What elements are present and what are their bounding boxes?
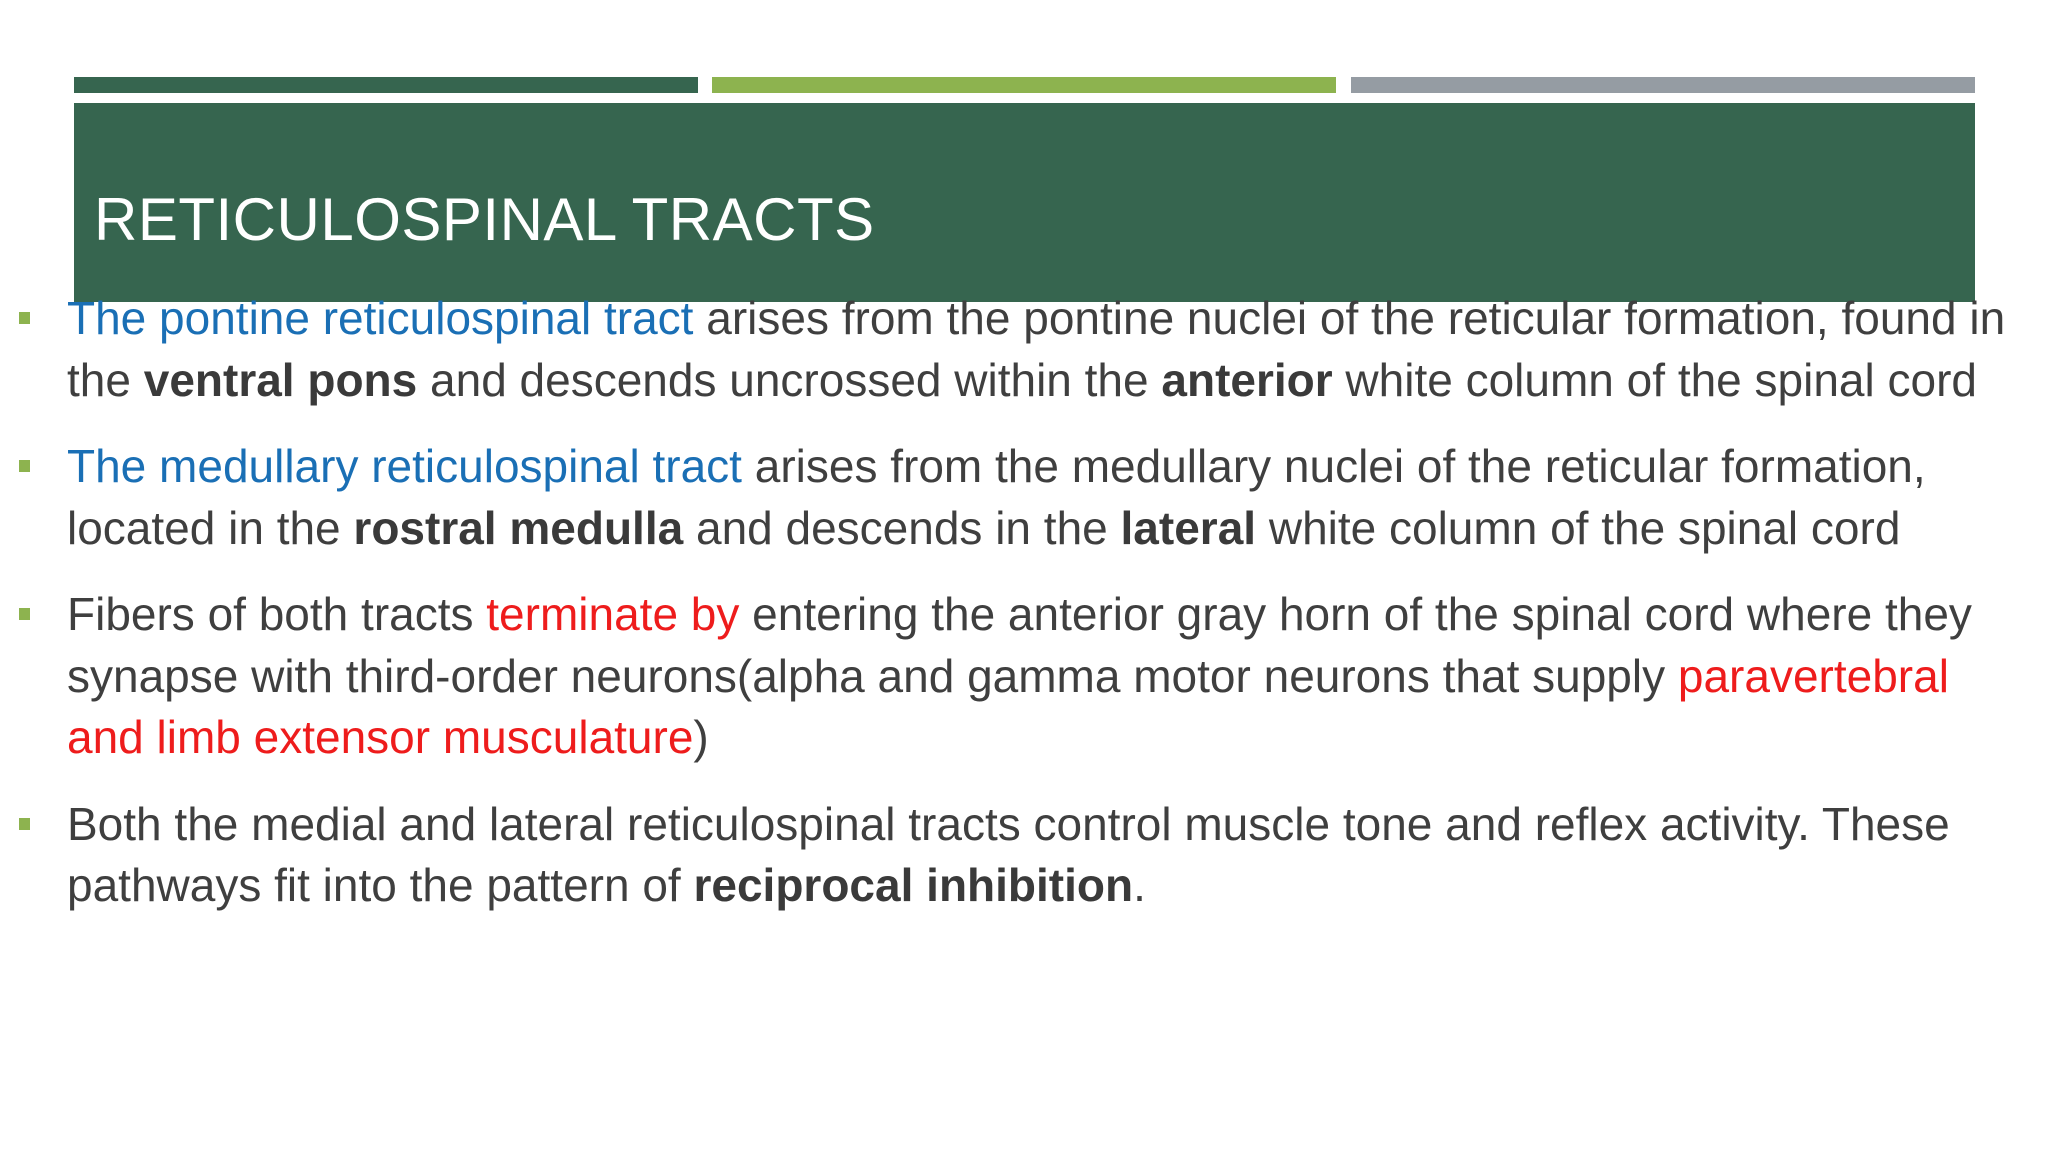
bullet-text: entering the anterior gray horn of the spinal cord where they synapse with third-order neurons(alpha and gamma motor neurons that supply: [67, 588, 1972, 702]
square-bullet-icon: [19, 312, 30, 324]
highlight-terminate-by: terminate by: [486, 588, 740, 640]
bullet-list: [0, 288, 2048, 942]
bullet-text: white column of the spinal cord: [1256, 501, 1901, 554]
square-bullet-icon: [19, 608, 30, 620]
accent-bar-gray: [1351, 77, 1975, 93]
bullet-text: .: [1133, 859, 1146, 911]
bullet-item-medullary: [0, 436, 2048, 559]
term-pontine-tract: The pontine reticulospinal tract: [67, 292, 694, 344]
square-bullet-icon: [19, 460, 30, 472]
bullet-text: and descends in the: [683, 501, 1121, 554]
emphasis-anterior: anterior: [1161, 353, 1333, 406]
bullet-text: arises from the pontine nuclei of the reticular formation, found in the: [67, 292, 2006, 406]
emphasis-lateral: lateral: [1120, 501, 1257, 554]
bullet-item-termination: [0, 584, 2048, 769]
accent-bar-dark-green: [74, 77, 698, 93]
emphasis-reciprocal-inhibition: reciprocal inhibition: [693, 859, 1134, 911]
emphasis-ventral-pons: ventral pons: [143, 353, 418, 406]
bullet-text: ): [693, 711, 709, 763]
bullet-text: Fibers of both tracts: [67, 588, 487, 640]
term-medullary-tract: The medullary reticulospinal tract: [67, 440, 742, 492]
bullet-item-pontine: [0, 288, 2048, 411]
accent-bar-light-green: [712, 77, 1336, 93]
slide-title: RETICULOSPINAL TRACTS: [94, 186, 875, 253]
title-band: [74, 103, 1975, 302]
square-bullet-icon: [19, 818, 30, 830]
emphasis-rostral-medulla: rostral medulla: [353, 501, 684, 554]
highlight-extensor-musculature: paravertebral and limb extensor musculature: [67, 649, 1949, 763]
bullet-text: arises from the medullary nuclei of the reticular formation, located in the: [67, 440, 1926, 554]
bullet-text: Both the medial and lateral reticulospinal tracts control muscle tone and reflex activity. These pathways fit into the pattern of: [67, 797, 1950, 911]
bullet-text: and descends uncrossed within the: [417, 353, 1162, 406]
bullet-item-function: [0, 794, 2048, 917]
bullet-text: white column of the spinal cord: [1332, 353, 1977, 406]
